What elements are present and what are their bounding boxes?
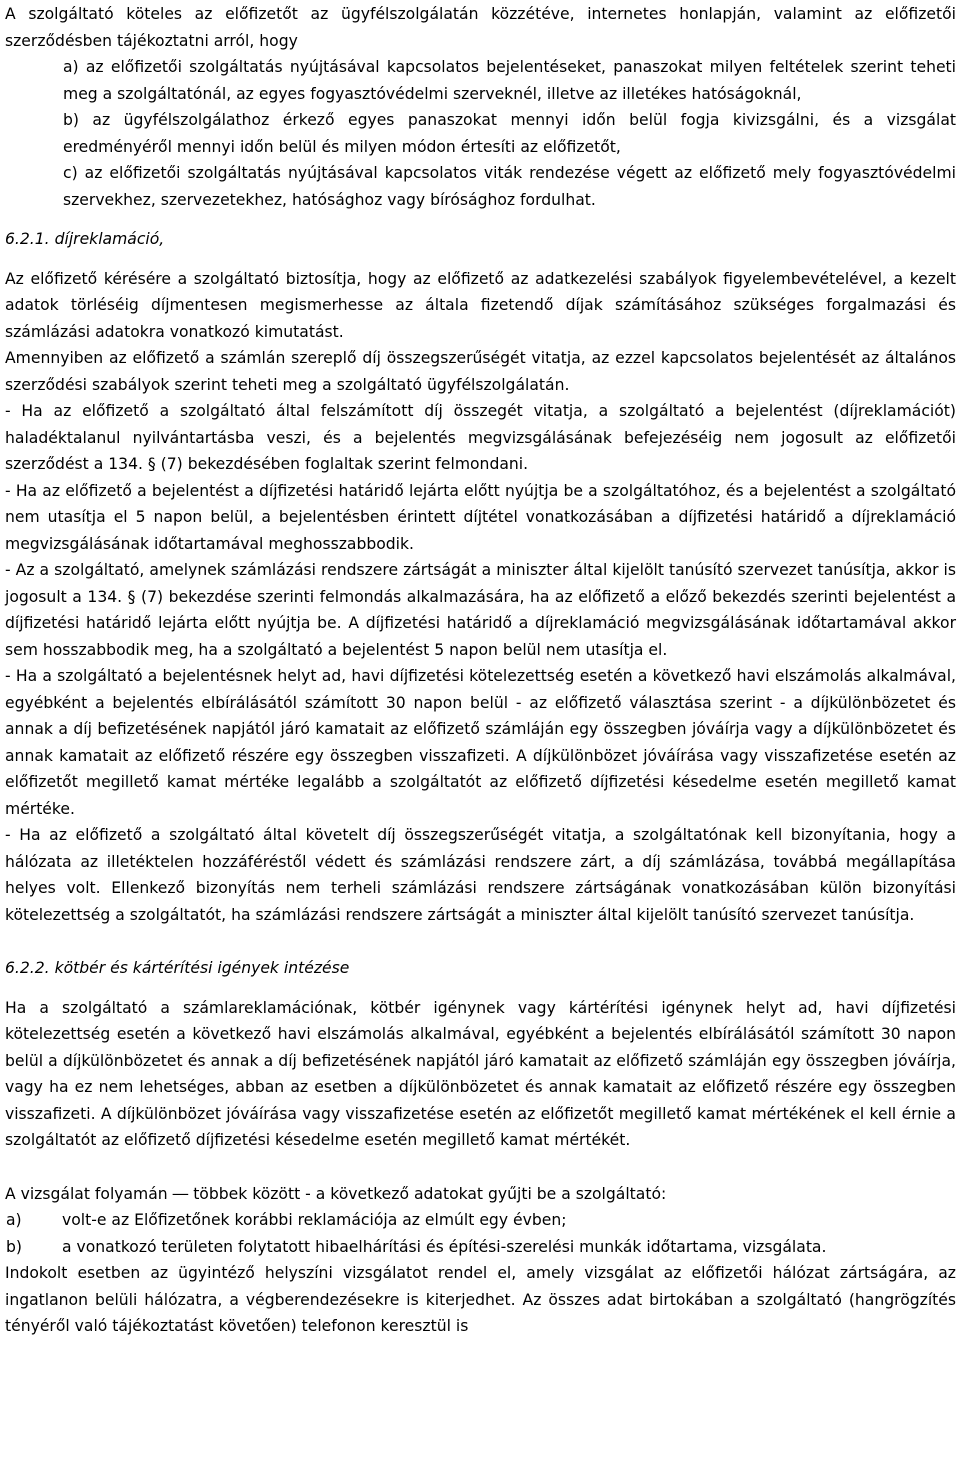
section-paragraph: - Ha a szolgáltató a bejelentésnek helyt ad, havi díjfizetési kötelezettség esetén a következő havi elszámolás alkalmával, egyébként a bejelentés elbírálásától számított 30 napon belül - az előfizető választása szerint - a díjkülönbözetet és annak a díj befizetésének napjától járó kamatait az előfizető számláján egy összegben jóváírja vagy a díjkülönbözetet és annak kamatait az előfizető részére egy összegben visszafizeti. A díjkülönbözet jóváírása vagy visszafizetése esetén az előfizetőt megillető kamat mértéke legalább a szolgáltatót az előfizető díjfizetési késedelme esetén megillető kamat mértéke. [5, 667, 956, 818]
inspection-closing: Indokolt esetben az ügyintéző helyszíni vizsgálatot rendel el, amely vizsgálat az előfizetői hálózat zártságára, az ingatlanon belüli hálózatra, a végberendezésekre is kiterjedhet. Az összes adat birtokában a szolgáltató (hangrögzítés tényéről való tájékoztatást követően) telefonon keresztül is [5, 1264, 956, 1335]
intro-item-b: b) az ügyfélszolgálathoz érkező egyes panaszokat mennyi időn belül fogja kivizsgálni, és a vizsgálat eredményéről mennyi időn belül és milyen módon értesíti az előfizetőt, [63, 111, 956, 156]
list-marker: b) [6, 1237, 22, 1256]
section-paragraph: - Ha az előfizető a bejelentést a díjfizetési határidő lejárta előtt nyújtja be a szolgáltatóhoz, és a bejelentést a szolgáltató nem utasítja el 5 napon belül, a bejelentésben érintett díjtétel vonatkozásában a díjfizetési határidő a díjreklamáció megvizsgálásának időtartamával meghosszabbodik. [5, 481, 956, 553]
intro-item-a: a) az előfizetői szolgáltatás nyújtásával kapcsolatos bejelentéseket, panaszokat milyen feltételek szerint teheti meg a szolgáltatónál, az egyes fogyasztóvédelmi szerveknél, illetve az illetékes hatóságoknál, [63, 58, 956, 103]
section-paragraph: Amennyiben az előfizető a számlán szereplő díj összegszerűségét vitatja, az ezzel kapcsolatos bejelentését az általános szerződési szabályok szerint teheti meg a szolgáltató ügyfélszolgálatán. [5, 349, 956, 394]
section-heading-6-2-2: 6.2.2. kötbér és kártérítési igények intézése [5, 959, 350, 977]
list-item-text: volt-e az Előfizetőnek korábbi reklamációja az elmúlt egy évben; [62, 1211, 567, 1229]
list-item-text: a vonatkozó területen folytatott hibaelhárítási és építési-szerelési munkák időtartama, vizsgálata. [62, 1237, 827, 1256]
section-heading-6-2-1: 6.2.1. díjreklamáció, [5, 230, 165, 248]
section-paragraph: - Az a szolgáltató, amelynek számlázási rendszere zártságát a miniszter által kijelölt tanúsító szervezet tanúsítja, akkor is jogosult a 134. § (7) bekezdése szerinti felmondás alkalmazására, ha az előfizető a előző bekezdés szerinti bejelentést a díjfizetési határidő lejárta előtt nyújtja be. A díjfizetési határidő a díjreklamáció megvizsgálásának időtartamával akkor sem hosszabbodik meg, ha a szolgáltató a bejelentést 5 napon belül nem utasítja el. [5, 561, 956, 659]
section-paragraph: Ha a szolgáltató a számlareklamációnak, kötbér igénynek vagy kártérítési igénynek helyt ad, havi díjfizetési kötelezettség esetén a következő havi elszámolás alkalmával, egyébként a bejelentés elbírálásától számított 30 napon belül a díjkülönbözetet és annak a díj befizetésének napjától járó kamatait az előfizető számláján egy összegben jóváírja, vagy ha ez nem lehetséges, abban az esetben a díjkülönbözetet és annak kamatait az előfizető részére egy összegben visszafizeti. A díjkülönbözet jóváírása vagy visszafizetése esetén az előfizetőt megillető kamat mértékének el kell érnie a szolgáltatót az előfizető díjfizetési késedelme esetén megillető kamat mértékét. [5, 998, 956, 1149]
intro-item-c: c) az előfizetői szolgáltatás nyújtásával kapcsolatos viták rendezése végett az előfizető mely fogyasztóvédelmi szervekhez, szervezetekhez, hatósághoz vagy bírósághoz fordulhat. [63, 164, 956, 209]
section-paragraph: - Ha az előfizető a szolgáltató által felszámított díj összegét vitatja, a szolgáltató a bejelentést (díjreklamációt) haladéktalanul nyilvántartásba veszi, és a bejelentés megvizsgálásának befejezéséig nem jogosult az előfizetői szerződést a 134. § (7) bekezdésében foglaltak szerint felmondani. [5, 402, 956, 473]
section-paragraph: Az előfizető kérésére a szolgáltató biztosítja, hogy az előfizető az adatkezelési szabályok figyelembevételével, a kezelt adatok törléséig díjmentesen megismerhesse az általa fizetendő díjak számításához szükséges forgalmazási és számlázási adatokra vonatkozó kimutatást. [5, 269, 956, 341]
list-item [5, 1234, 956, 1261]
section-paragraph: - Ha az előfizető a szolgáltató által követelt díj összegszerűségét vitatja, a szolgáltatónak kell bizonyítania, hogy a hálózata az illetéktelen hozzáféréstől védett és számlázási rendszere zárt, a díj számlázása, továbbá megállapítása helyes volt. Ellenkező bizonyítás nem terheli számlázási rendszere zártságának vonatkozásában külön bizonyítási kötelezettség a szolgáltatót, ha számlázási rendszere zártságát a miniszter által kijelölt tanúsító szervezet tanúsítja. [5, 826, 956, 924]
intro-paragraph: A szolgáltató köteles az előfizetőt az ügyfélszolgálatán közzétéve, internetes honlapján, valamint az előfizetői szerződésben tájékoztatni arról, hogy [5, 5, 956, 50]
list-marker: a) [6, 1211, 22, 1229]
inspection-intro: A vizsgálat folyamán ― többek között - a következő adatokat gyűjti be a szolgáltató: [5, 1184, 667, 1203]
list-item [5, 1207, 956, 1234]
